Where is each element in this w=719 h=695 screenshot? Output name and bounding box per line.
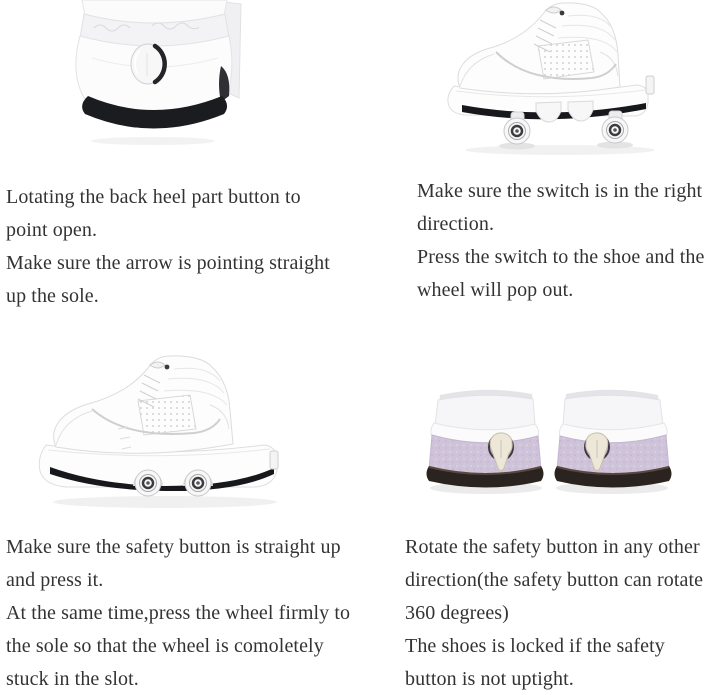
caption-line: Make sure the arrow is pointing straight (6, 252, 330, 274)
deploy-switch-tab (646, 76, 654, 94)
caption-switch-direction (417, 175, 704, 307)
front-wheel (504, 118, 530, 144)
caption-line: At the same time,press the wheel firmly to (6, 602, 351, 624)
locked-heels-illustration (420, 380, 680, 510)
perforated-panel (138, 395, 196, 435)
heel-release-button-illustration (60, 0, 250, 150)
rear-wheel (602, 117, 628, 143)
caption-line: direction(the safety button can rotate (405, 569, 704, 591)
caption-line: Rotate the safety button in any other (405, 536, 700, 558)
wheels-retracted-shoe-photo (30, 345, 300, 510)
caption-line: up the sole. (6, 285, 99, 307)
caption-line: direction. (417, 213, 495, 235)
caption-line: Make sure the safety button is straight up (6, 536, 341, 558)
caption-line: Press the switch to the shoe and the (417, 246, 705, 268)
caption-line: button is not uptight. (405, 668, 574, 690)
caption-line: The shoes is locked if the safety (405, 635, 665, 657)
deploy-switch-tab (270, 451, 278, 469)
caption-line: wheel will pop out. (417, 279, 574, 301)
caption-line: 360 degrees) (405, 602, 509, 624)
caption-line: Make sure the switch is in the right (417, 180, 703, 202)
caption-line: point open. (6, 219, 98, 241)
caption-line: the sole so that the wheel is comoletely (6, 635, 324, 657)
shadow (53, 496, 277, 508)
front-wheel (135, 470, 161, 496)
shadow (91, 137, 215, 145)
wheels-retracted-shoe-illustration (30, 345, 300, 510)
left-heel (427, 390, 544, 494)
locked-heels-photo (420, 380, 680, 510)
caption-line: and press it. (6, 569, 104, 591)
wheels-out-shoe-photo (440, 0, 680, 160)
tongue-emblem (560, 11, 565, 16)
perforated-panel (538, 40, 594, 79)
heel-release-button-photo (60, 0, 250, 150)
caption-heel-release (6, 181, 330, 313)
tongue-emblem (165, 365, 170, 370)
right-heel (555, 390, 672, 494)
caption-line: Lotating the back heel part button to (6, 186, 301, 208)
caption-press-wheel (6, 531, 350, 695)
caption-line: stuck in the slot. (6, 668, 139, 690)
caption-rotate-lock (405, 531, 703, 695)
wheels-out-shoe-illustration (440, 0, 680, 160)
rear-wheel (185, 470, 211, 496)
